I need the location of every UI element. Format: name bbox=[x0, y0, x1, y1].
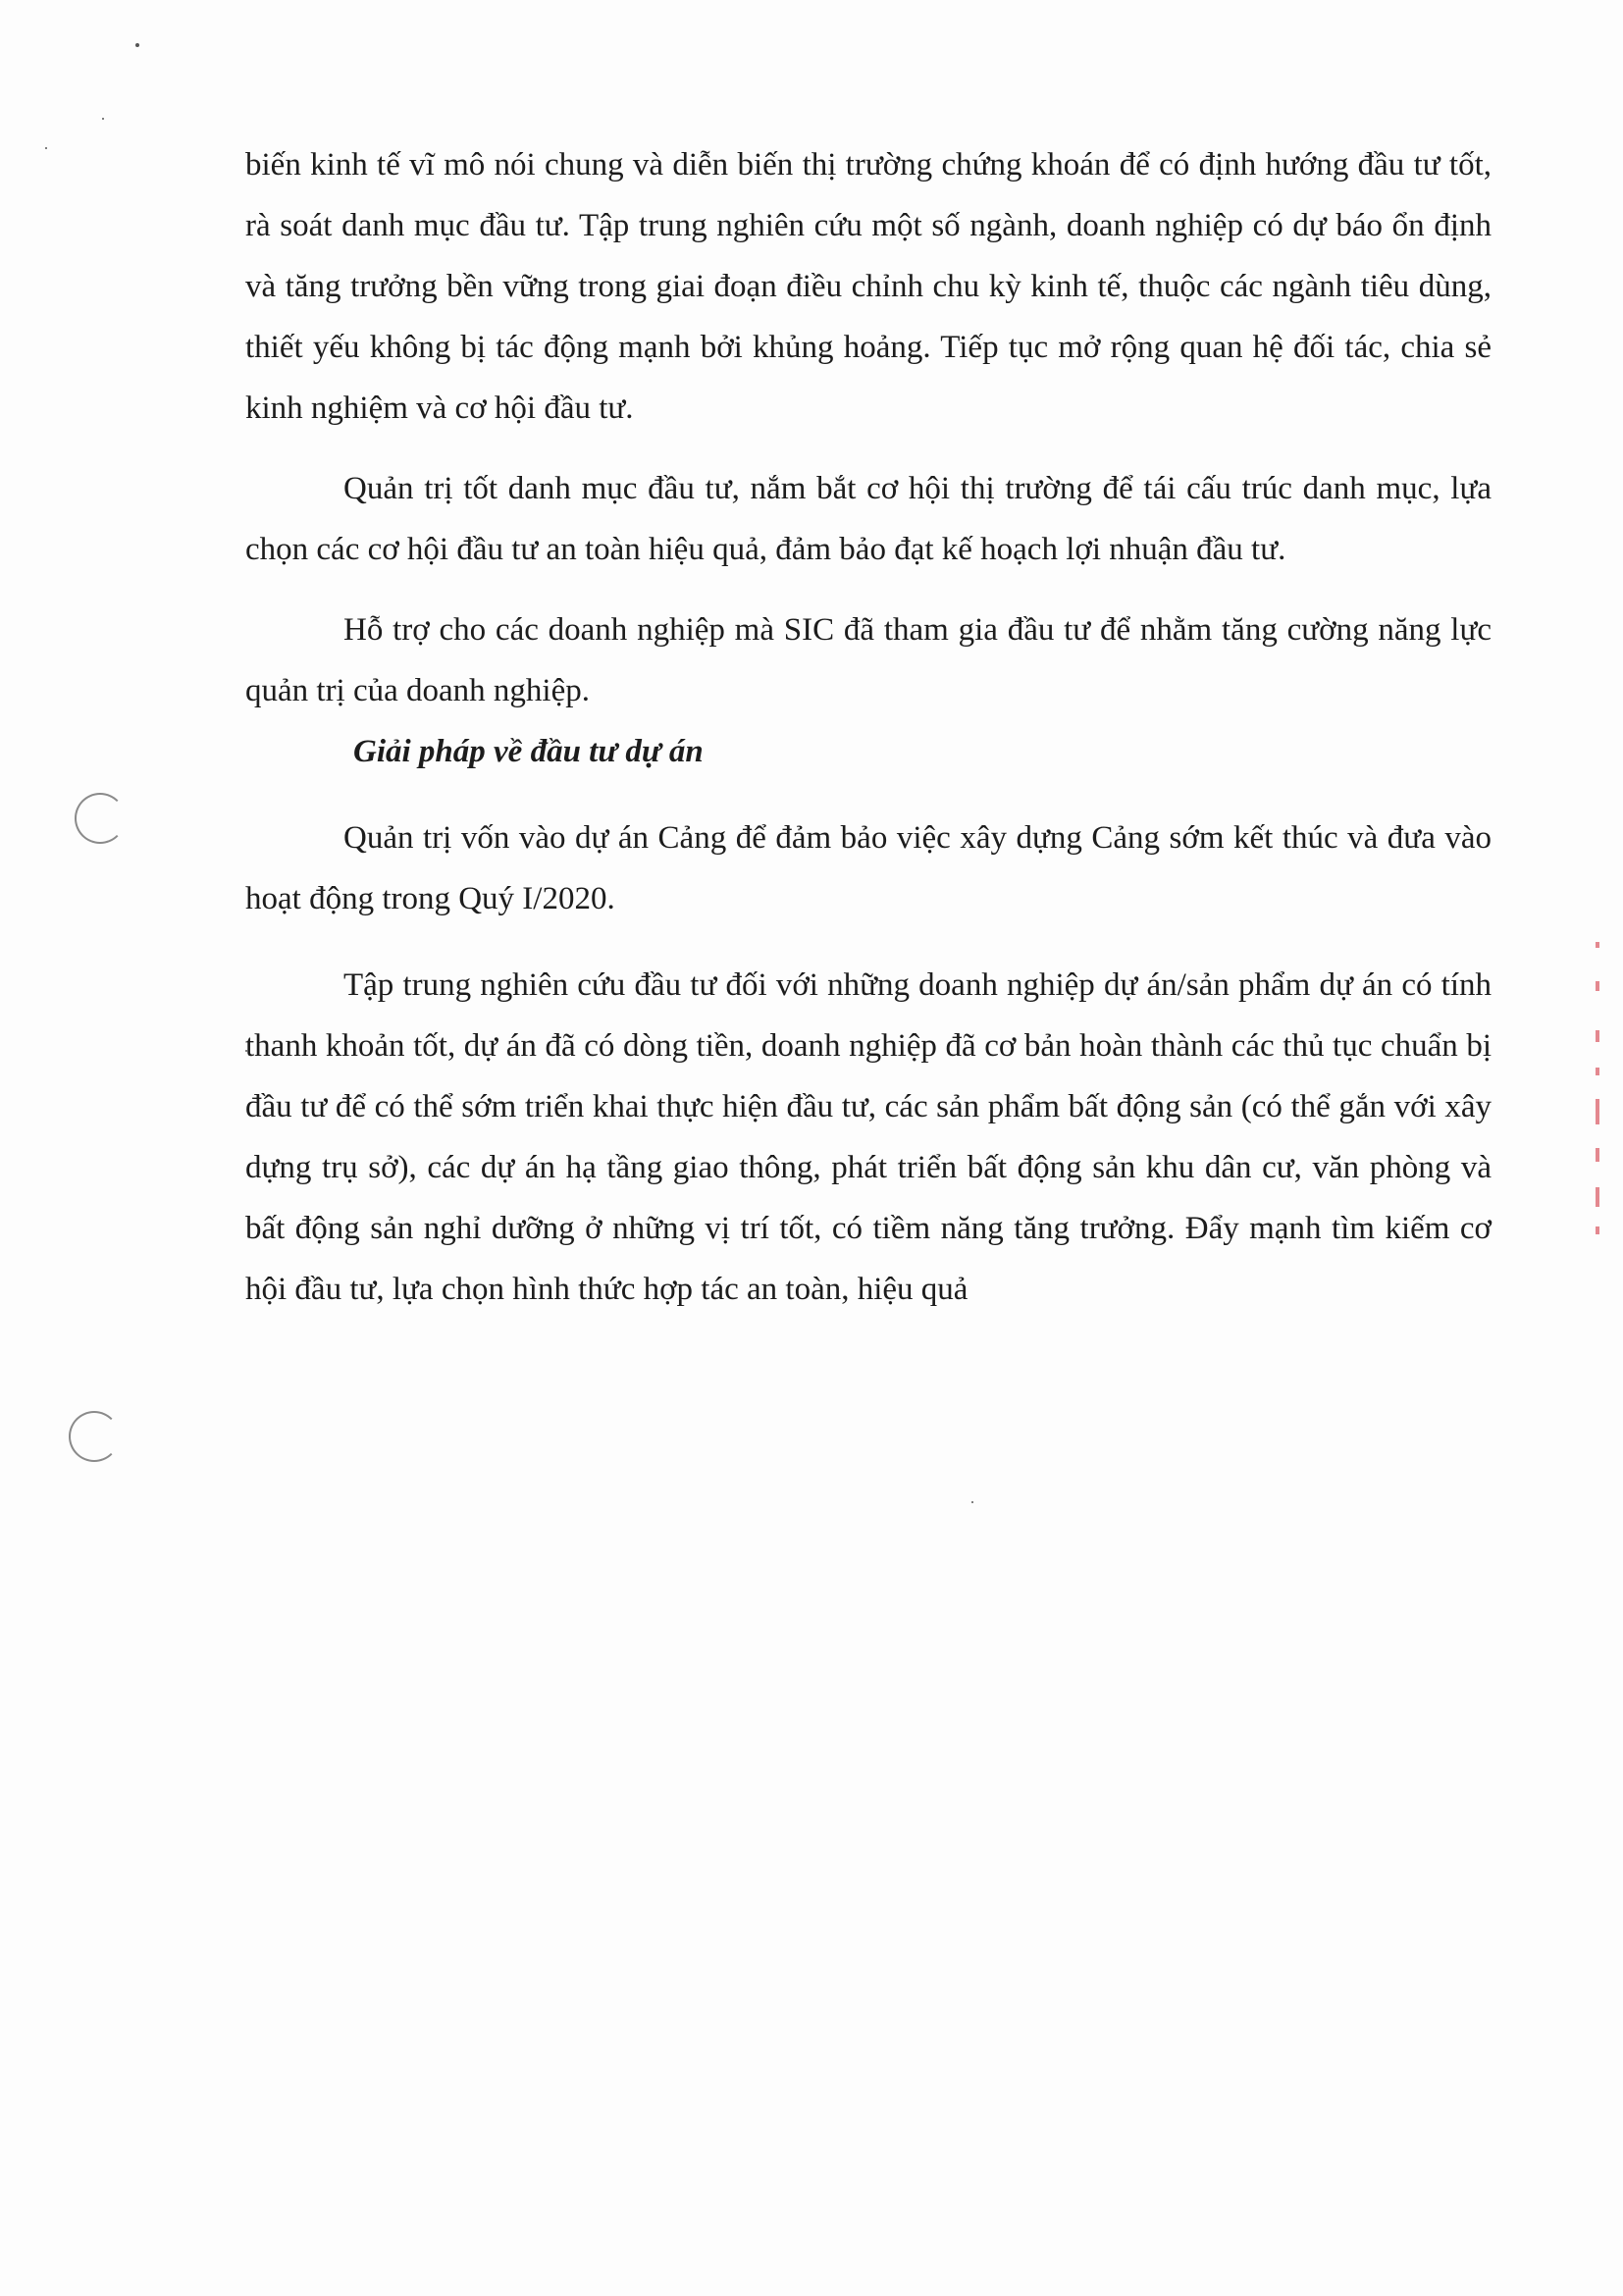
paragraph-enterprise-support: Hỗ trợ cho các doanh nghiệp mà SIC đã tham gia đầu tư để nhằm tăng cường năng lực quản trị của doanh nghiệp. bbox=[245, 612, 1492, 708]
punch-hole-icon bbox=[75, 793, 126, 844]
paragraph-macro-investment: biến kinh tế vĩ mô nói chung và diễn biến thị trường chứng khoán để có định hướng đầu tư tốt, rà soát danh mục đầu tư. Tập trung nghiên cứu một số ngành, doanh nghiệp có dự báo ổn định và tăng trưởng bền vững trong giai đoạn điều chỉnh chu kỳ kinh tế, thuộc các ngành tiêu dùng, thiết yếu không bị tác động mạnh bởi khủng hoảng. Tiếp tục mở rộng quan hệ đối tác, chia sẻ kinh nghiệm và cơ hội đầu tư. bbox=[245, 147, 1492, 426]
paragraph-port-project: Quản trị vốn vào dự án Cảng để đảm bảo việc xây dựng Cảng sớm kết thúc và đưa vào hoạt động trong Quý I/2020. bbox=[245, 820, 1492, 916]
punch-hole-icon bbox=[69, 1411, 120, 1462]
scan-speck bbox=[45, 147, 47, 149]
scan-speck bbox=[971, 1501, 973, 1503]
document-body bbox=[245, 134, 1492, 1320]
paragraph-portfolio-management: Quản trị tốt danh mục đầu tư, nắm bắt cơ hội thị trường để tái cấu trúc danh mục, lựa chọn các cơ hội đầu tư an toàn hiệu quả, đảm bảo đạt kế hoạch lợi nhuận đầu tư. bbox=[245, 471, 1492, 567]
red-stamp-edge bbox=[1588, 942, 1609, 1246]
paragraph-project-research: Tập trung nghiên cứu đầu tư đối với những doanh nghiệp dự án/sản phẩm dự án có tính thanh khoản tốt, dự án đã có dòng tiền, doanh nghiệp đã cơ bản hoàn thành các thủ tục chuẩn bị đầu tư để có thể sớm triển khai thực hiện đầu tư, các sản phẩm bất động sản (có thể gắn với xây dựng trụ sở), các dự án hạ tầng giao thông, phát triển bất động sản khu dân cư, văn phòng và bất động sản nghỉ dưỡng ở những vị trí tốt, có tiềm năng tăng trưởng. Đẩy mạnh tìm kiếm cơ hội đầu tư, lựa chọn hình thức hợp tác an toàn, hiệu quả bbox=[245, 967, 1492, 1307]
scan-speck bbox=[135, 43, 139, 47]
section-heading-project-investment: Giải pháp về đầu tư dự án bbox=[353, 734, 704, 769]
scan-speck bbox=[102, 118, 104, 120]
